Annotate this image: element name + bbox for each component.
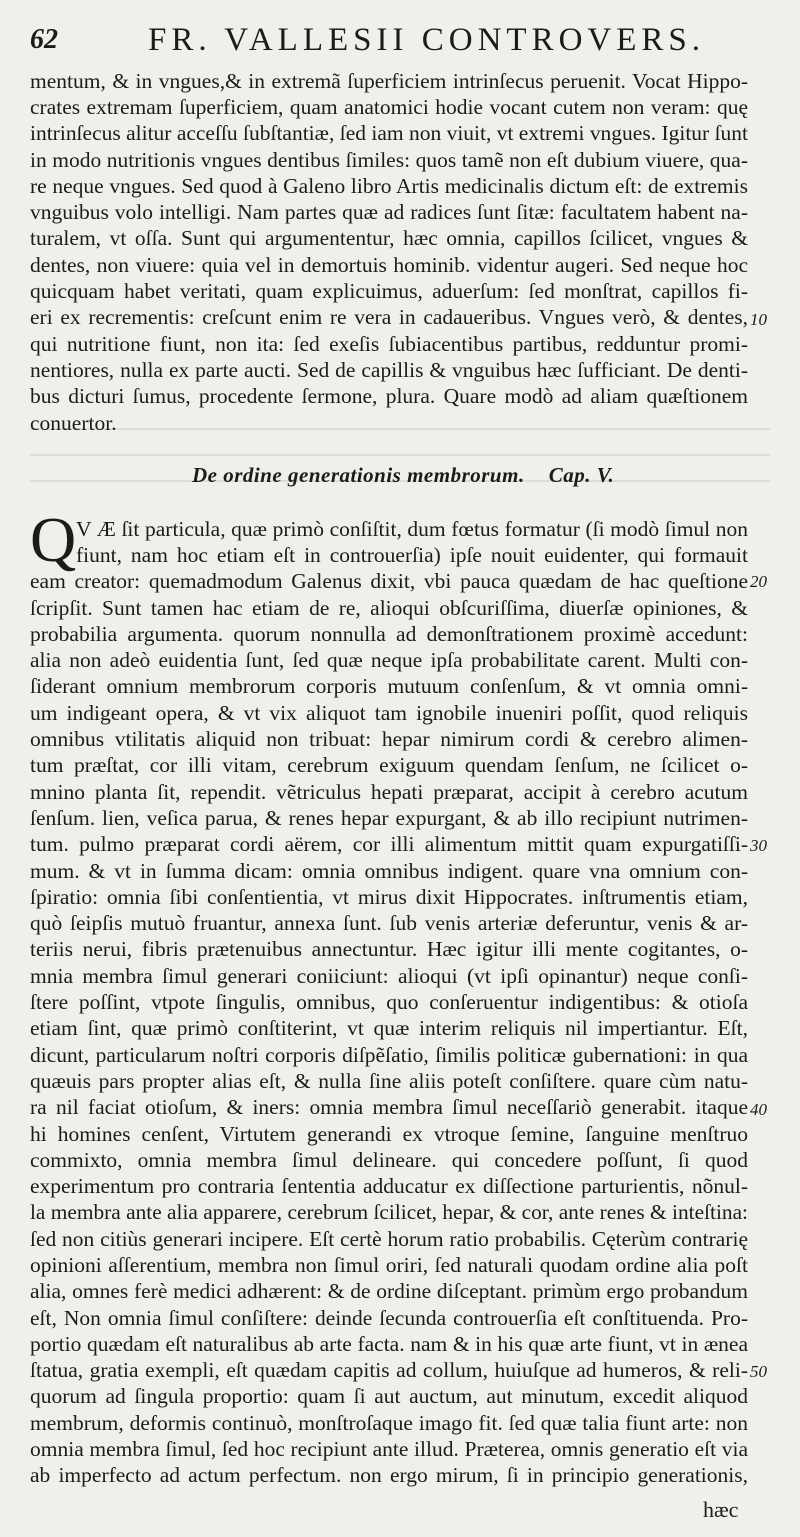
text-line: eſt, Non omnia ſimul conſiſtere: deinde ſecunda controuerſia eſt conſtituenda. Pro- [30, 1306, 748, 1330]
text-line: ſtatua, gratia exempli, eſt quædam capitis ad collum, huiuſque ad humeros, & reli- [30, 1358, 748, 1382]
text-line: intrinſecus alitur acceſſu ſubſtantiæ, ſed iam non viuit, vt extremi vngues. Igitur ſunt [30, 121, 748, 145]
text-line: mum. & vt in ſumma dicam: omnia omnibus indigent. quare vna omnium con- [30, 859, 748, 883]
text-line: V Æ ſit particula, quæ primò conſiſtit, dum fœtus formatur (ſi modò ſimul non [76, 517, 748, 541]
text-line: quorum ad ſingula proportio: quam ſi aut auctum, aut minutum, excedit aliquod [30, 1384, 748, 1408]
text-line: um indigeant opera, & vt vix aliquot tam ignobile inueniri poſſit, quod reliquis [30, 701, 748, 725]
text-line: qui nutritione fiunt, non ita: ſed exeſis ſubiacentibus partibus, redduntur promi- [30, 332, 748, 356]
text-line: turalem, vt oſſa. Sunt qui argumententur, hæc omnia, capillos ſcilicet, vngues & [30, 226, 748, 250]
text-line: ſed non citiùs generari incipere. Eſt certè horum ratio probabilis. Cęterùm contrarię [30, 1227, 748, 1251]
text-line: commixto, omnia membra ſimul delineare. qui concedere poſſunt, ſi quod [30, 1148, 748, 1172]
text-line: bus dicturi ſumus, procedente ſermone, plura. Quare modò ad aliam quæſtionem [30, 384, 748, 408]
text-line: vnguibus volo intelligi. Nam partes quæ ad radices ſunt ſitæ: facultatem habent na- [30, 200, 748, 224]
text-line: ſpiratio: omnia ſibi conſentientia, vt mirus dixit Hippocrates. inſtrumentis etiam, [30, 885, 748, 909]
text-line: omnibus vtilitatis aliquid non tribuat: hepar nimirum cordi & cerebro alimen- [30, 727, 748, 751]
text-line: omnia membra ſimul, ſed hoc recipiunt ante illud. Præterea, omnis generatio eſt via [30, 1437, 748, 1461]
page-number: 62 [30, 24, 58, 55]
margin-number: 10 [750, 310, 767, 329]
text-line: ſtere poſſint, vtpote ſingulis, omnibus, quo conſeruentur indigentibus: & otioſa [30, 990, 748, 1014]
text-line: alia non adeò euidentia ſunt, ſed quæ neque ipſa probabilitate carent. Multi con- [30, 648, 748, 672]
text-line: ſenſum. lien, veſica parua, & renes hepar expurgant, & ab illo recipiunt nutrimen- [30, 806, 748, 830]
chapter-heading [192, 463, 614, 488]
text-line: mnia membra ſimul generari coniiciunt: alioqui (vt ipſi opinantur) neque conſi- [30, 964, 748, 988]
text-line: teriis nerui, fibris prætenuibus annectuntur. Hæc igitur illi mente cogitantes, o- [30, 937, 748, 961]
text-line: tum. pulmo præparat cordi aërem, cor illi alimentum mittit quam expurgatiſſi- [30, 832, 748, 856]
text-line: ab imperfecto ad actum perfectum. non ergo mirum, ſi in principio generationis, [30, 1463, 748, 1487]
text-line: membrum, deformis continuò, monſtroſaque imago fit. ſed quæ talia fiunt arte: non [30, 1411, 748, 1435]
text-line: opinioni aſſerentium, membra non ſimul oriri, ſed naturali quodam ordine alia poſt [30, 1253, 748, 1277]
text-line: ſcripſit. Sunt tamen hac etiam de re, alioqui obſcuriſſima, diuerſæ opiniones, & [30, 596, 748, 620]
text-line: eam creator: quemadmodum Galenus dixit, vbi pauca quædam de hac queſtione [30, 569, 748, 593]
text-line: dicunt, particularum noſtri corporis diſpẽſatio, ſimilis politicæ gubernationi: in qua [30, 1043, 748, 1067]
text-line: mentum, & in vngues,& in extremã ſuperficiem intrinſecus peruenit. Vocat Hippo- [30, 69, 748, 93]
text-line: etiam ſint, quæ primò conſtiterint, vt quæ interim reliquis nil impertiantur. Eſt, [30, 1016, 748, 1040]
text-line: alia, omnes ferè medici adhærent: & de ordine diſceptant. primùm ergo probandum [30, 1279, 748, 1303]
text-line: eri ex recrementis: creſcunt enim re vera in cadaueribus. Vngues verò, & dentes, [30, 305, 748, 329]
text-line: quicquam habet veritati, quam explicuimus, aduerſum: ſed monſtrat, capillos fi- [30, 279, 748, 303]
margin-number: 40 [750, 1100, 767, 1119]
text-line: probabilia argumenta. quorum nonnulla ad demonſtrationem proximè accedunt: [30, 622, 748, 646]
text-line: in modo nutritionis vngues dentibus ſimiles: quos tamẽ non eſt dubium viuere, qua- [30, 148, 748, 172]
text-line: quæuis pars propter alias eſt, & nulla ſine aliis poteſt conſiſtere. quare cùm natu- [30, 1069, 748, 1093]
text-line: conuertor. [30, 411, 117, 435]
text-line: fiunt, nam hoc etiam eſt in controuerſia) ipſe nouit euidenter, qui formauit [76, 543, 748, 567]
text-line: re neque vngues. Sed quod à Galeno libro Artis medicinalis dictum eſt: de extremis [30, 174, 748, 198]
text-line: nentiores, nulla ex parte aucti. Sed de capillis & vnguibus hæc ſufficiant. De denti- [30, 358, 748, 382]
margin-number: 30 [750, 836, 767, 855]
chapter-title: De ordine generationis membrorum. [192, 463, 525, 487]
text-line: ſiderant omnium membrorum corporis mutuum conſenſum, & vt omnia omni- [30, 674, 748, 698]
margin-number: 50 [750, 1362, 767, 1381]
running-title: FR. VALLESII CONTROVERS. [148, 22, 706, 58]
drop-cap: Q [30, 504, 77, 575]
text-line: ra nil faciat otioſum, & iners: omnia membra ſimul neceſſariò generabit. itaque [30, 1095, 748, 1119]
margin-number: 20 [750, 572, 767, 591]
running-header [30, 20, 770, 62]
text-line: dentes, non viuere: quia vel in demortuis hominib. videntur augeri. Sed neque hoc [30, 253, 748, 277]
chapter-number: Cap. V. [548, 463, 615, 487]
text-line: mnino planta ſit, rependit. vẽtriculus hepati præparat, accipit à cerebro acutum [30, 780, 748, 804]
text-line: experimentum pro contraria ſententia adducatur ex diſſectione parturientis, nõnul- [30, 1174, 748, 1198]
text-line: la membra ante alia apparere, cerebrum ſcilicet, hepar, & cor, ante renes & inteſtina: [30, 1200, 748, 1224]
catchword: hæc [703, 1497, 739, 1522]
text-line: quò ſeipſis mutuò fruantur, annexa ſunt. ſub venis arteriæ deferuntur, venis & ar- [30, 911, 748, 935]
text-line: tum præſtat, cor illi vitam, cerebrum exiguum quendam ſenſum, ne ſcilicet o- [30, 753, 748, 777]
text-line: crates extremam ſuperficiem, quam anatomici hodie vocant cutem non veram: quę [30, 95, 748, 119]
text-line: hi homines cenſent, Virtutem generandi ex vtroque ſemine, ſanguine menſtruo [30, 1122, 748, 1146]
text-line: portio quædam eſt naturalibus ab arte facta. nam & in his quæ arte fiunt, vt in ænea [30, 1332, 748, 1356]
